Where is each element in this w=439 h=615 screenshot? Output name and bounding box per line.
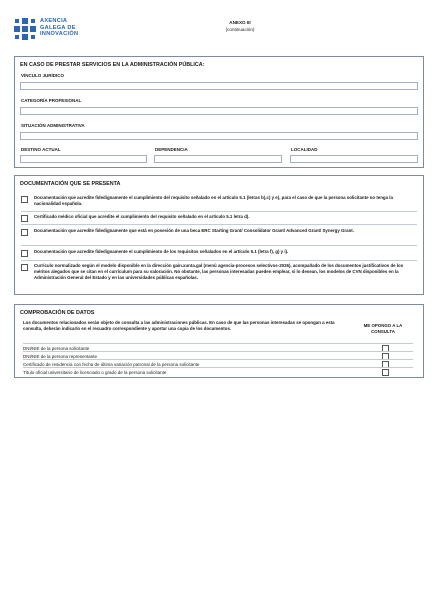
public-admin-section bbox=[14, 56, 424, 168]
situacion-label: SITUACIÓN ADMINISTRATIVA bbox=[21, 123, 85, 128]
doc-item-text: Documentación que acredite fidedignamente que está en posesión de una beca ERC Starting Grant/ Consolidator Grant/ Advanced Grant/ Synergy Grant. bbox=[34, 228, 354, 233]
divider bbox=[21, 245, 417, 246]
doc-item-text: Documentación que acredite fidedignamente el cumplimiento de los requisitos señalados en el artículo 5.1 (letra f), g) y i). bbox=[34, 249, 289, 254]
doc-item-text: Documentación que acredite fidedignamente el cumplimiento del requisito señalado en el artículo 5.1 (letras b),c) y e), para el caso de que la persona solicitante no tenga la nacionalidad española. bbox=[34, 195, 393, 207]
localidad-label: LOCALIDAD bbox=[291, 147, 318, 152]
section-title: EN CASO DE PRESTAR SERVICIOS EN LA ADMINISTRACIÓN PÚBLICA: bbox=[20, 62, 205, 68]
doc-checkbox[interactable] bbox=[21, 215, 28, 222]
doc-item-text: Currículo normalizado según el modelo disponible en la dirección gain.xunta.gal (menú agencia-procesos selectivos-2026), acompañado de los documentos justificativos de los méritos alegados que se citan en el currículum para su valoración. No obstante, las personas interesadas pueden emplear, si lo desean, los modelos de CVN disponibles en la Administración General del Estado y en las universidades públicas españolas. bbox=[34, 263, 404, 281]
row-label: Certificado de residencia con fecha de última variación patronal de la persona solicitante bbox=[23, 361, 200, 367]
oppose-checkbox[interactable] bbox=[382, 369, 389, 376]
table-row bbox=[23, 367, 413, 376]
data-check-section bbox=[14, 304, 424, 378]
doc-checkbox[interactable] bbox=[21, 229, 28, 236]
dependencia-label: DEPENDENCIA bbox=[155, 147, 188, 152]
doc-checkbox[interactable] bbox=[21, 264, 28, 271]
annex-title: ANEXO III bbox=[229, 20, 251, 25]
localidad-field[interactable] bbox=[290, 155, 418, 163]
annex-subtitle: (continuación) bbox=[225, 27, 255, 32]
divider bbox=[21, 211, 417, 212]
dependencia-field[interactable] bbox=[154, 155, 282, 163]
agency-logo bbox=[14, 18, 78, 42]
destino-label: DESTINO ACTUAL bbox=[21, 147, 61, 152]
annex-heading bbox=[180, 19, 300, 33]
doc-item bbox=[21, 263, 415, 281]
categoria-label: CATEGORÍA PROFESIONAL bbox=[21, 98, 82, 103]
doc-item bbox=[21, 195, 415, 207]
oppose-column-header: ME OPONGO A LA CONSULTA bbox=[363, 323, 403, 335]
divider bbox=[21, 260, 417, 261]
consultation-notice: Los documentos relacionados serán objeto de consulta a las administraciones públicas. En caso de que las personas interesadas se opongan a esta consulta, deberán indicarlo en el recuadro correspondiente y aportar una copia de los documentos. bbox=[23, 320, 335, 332]
section-title: COMPROBACIÓN DE DATOS bbox=[20, 310, 95, 316]
documentation-section bbox=[14, 175, 424, 295]
doc-checkbox[interactable] bbox=[21, 250, 28, 257]
doc-item bbox=[21, 214, 415, 222]
situacion-field[interactable] bbox=[20, 132, 418, 140]
vinculo-label: VÍNCULO JURÍDICO bbox=[21, 73, 65, 78]
xunta-emblem-icon bbox=[14, 18, 36, 42]
doc-item-text: Certificado médico oficial que acredite el cumplimiento del requisito señalado en el artículo 5.1 letra d). bbox=[34, 214, 250, 219]
divider bbox=[21, 224, 417, 225]
doc-item bbox=[21, 228, 415, 236]
section-title: DOCUMENTACIÓN QUE SE PRESENTA bbox=[20, 181, 121, 187]
row-label: DNI/NIE de la persona representante bbox=[23, 353, 98, 359]
row-label: DNI/NIE de la persona solicitante bbox=[23, 345, 90, 351]
doc-item bbox=[21, 249, 415, 257]
row-label: Título oficial universitario de licenciado o grado de la persona solicitante bbox=[23, 369, 167, 375]
doc-checkbox[interactable] bbox=[21, 196, 28, 203]
categoria-field[interactable] bbox=[20, 107, 418, 115]
destino-field[interactable] bbox=[20, 155, 147, 163]
vinculo-field[interactable] bbox=[20, 82, 418, 90]
agency-name: AXENCIA GALEGA DE INNOVACIÓN bbox=[40, 18, 79, 38]
